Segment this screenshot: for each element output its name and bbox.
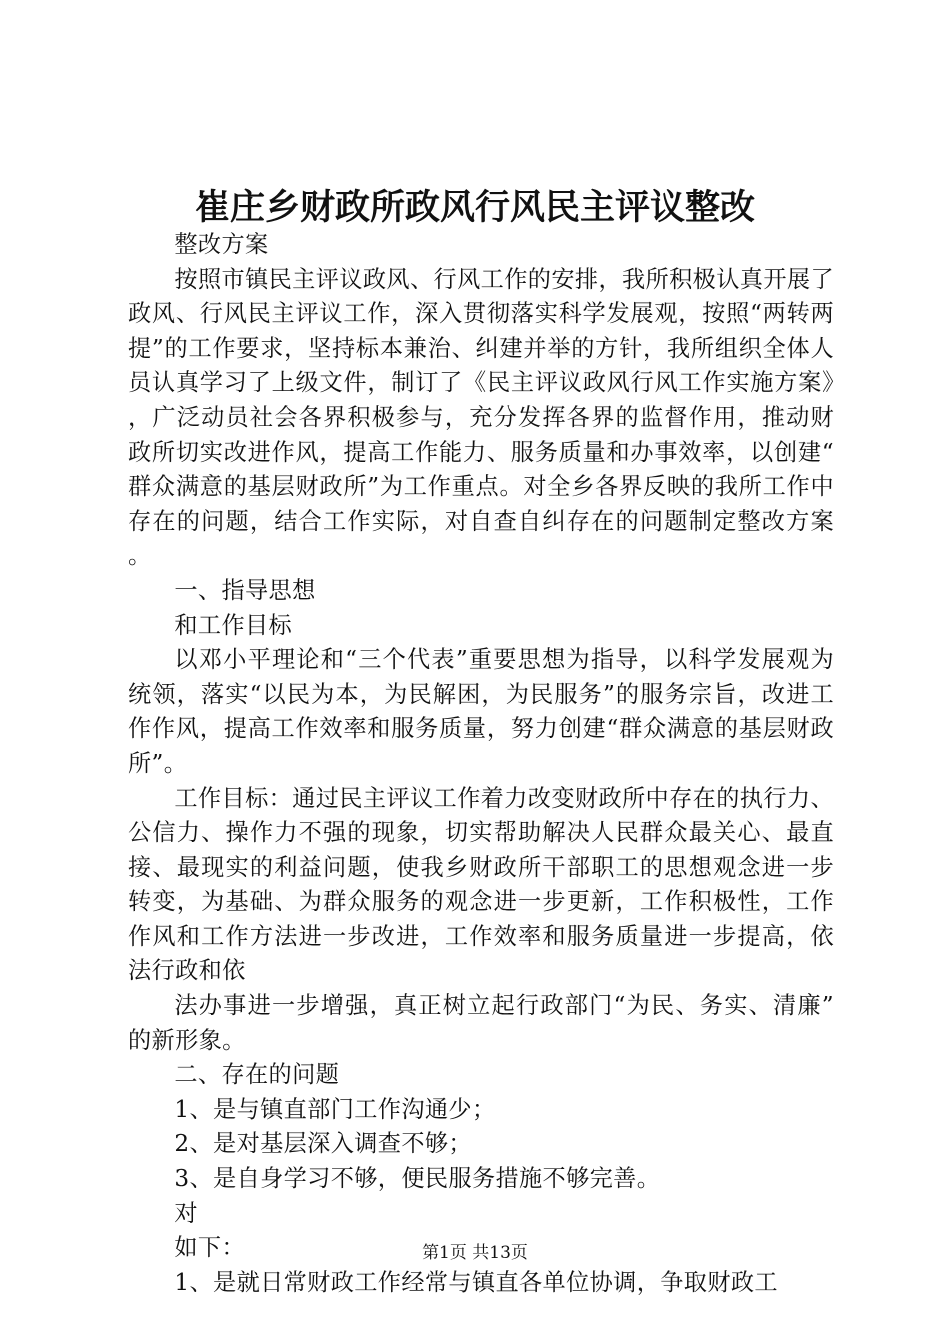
paragraph: 和工作目标 [174,611,293,639]
page-number-footer: 第1页 共13页 [422,1243,528,1263]
paragraph: 整改方案 [174,231,269,258]
paragraph: 一、指导思想 [174,576,316,604]
paragraph: 按照市镇民主评议政风、行风工作的安排，我所积极认真开展了政风、行风民主评议工作，深入贯彻落实科学发展观，按照“两转两提”的工作要求，坚持标本兼治、纠建并举的方针，我所组织全体人员认真学习了上级文件，制订了《民主评议政风行风工作实施方案》，广泛动员社会各界积极参与，充分发挥各界的监督作用，推动财政所切实改进作风，提高工作能力、服务质量和办事效率，以创建“群众满意的基层财政所”为工作重点。对全乡各界反映的我所工作中存在的问题，结合工作实际，对自查自纠存在的问题制定整改方案。 [128,265,834,570]
paragraph: 1、是与镇直部门工作沟通少； [174,1095,496,1123]
paragraph: 二、存在的问题 [174,1061,340,1089]
document-title: 崔庄乡财政所政风行风民主评议整改 [194,187,755,228]
paragraph: 如下： [174,1234,246,1262]
document-body [128,228,834,1300]
paragraph: 3、是自身学习不够，便民服务措施不够完善。 [174,1165,661,1193]
paragraph: 以邓小平理论和“三个代表”重要思想为指导，以科学发展观为统领，落实“以民为本，为民解困，为民服务”的服务宗旨，改进工作作风，提高工作效率和服务质量，努力创建“群众满意的基层财政所”。 [128,646,834,777]
paragraph: 工作目标：通过民主评议工作着力改变财政所中存在的执行力、公信力、操作力不强的现象，切实帮助解决人民群众最关心、最直接、最现实的利益问题，使我乡财政所干部职工的思想观念进一步转变，为基础、为群众服务的观念进一步更新，工作积极性，工作作风和工作方法进一步改进，工作效率和服务质量进一步提高，依法行政和依 [128,784,834,985]
paragraph: 2、是对基层深入调查不够； [174,1130,472,1158]
paragraph: 对 [174,1199,198,1227]
paragraph: 法办事进一步增强，真正树立起行政部门“为民、务实、清廉”的新形象。 [128,992,834,1054]
paragraph: 1、是就日常财政工作经常与镇直各单位协调，争取财政工 [174,1268,778,1296]
